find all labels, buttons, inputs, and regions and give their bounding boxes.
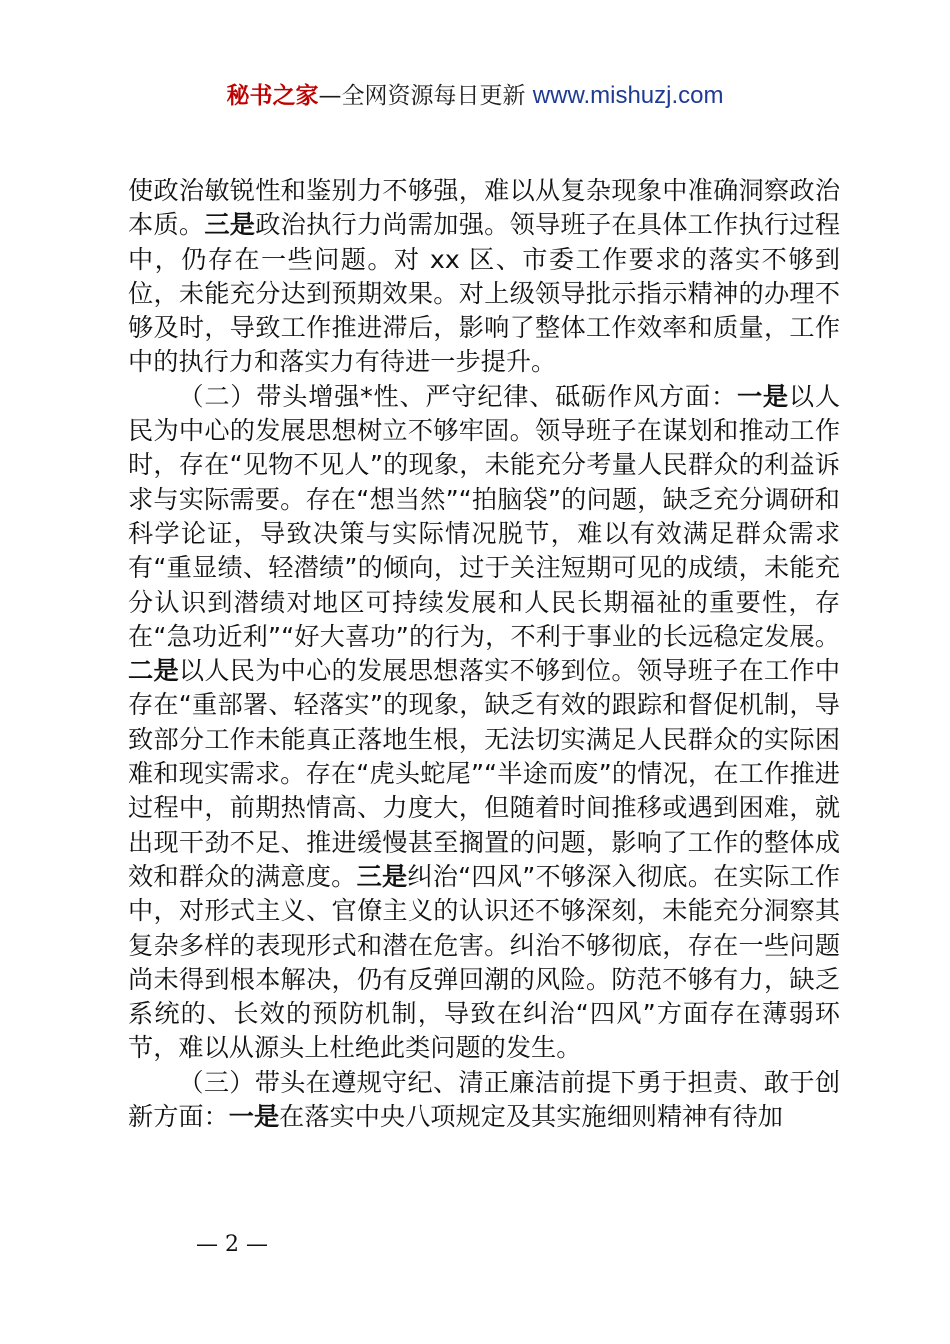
section-heading: （二）带头增强*性、严守纪律、砥砺作风方面： <box>178 381 737 411</box>
bold-lead: 三是 <box>204 210 256 240</box>
bold-lead: 二是 <box>128 656 179 686</box>
text-segment: 纠治“四风”不够深入彻底。在实际工作中，对形式主义、官僚主义的认识还不够深刻，未能充分洞察其复杂多样的表现形式和潜在危害。纠治不够彻底，存在一些问题尚未得到根本解决，仍有反弹回潮的风险。防范不够有力，缺乏系统的、长效的预防机制，导致在纠治“四风”方面存在薄弱环节，难以从源头上杜绝此类问题的发生。 <box>128 861 840 1063</box>
bold-lead: 一是 <box>736 381 789 411</box>
document-body <box>128 174 840 1134</box>
site-brand: 秘书之家 <box>226 83 319 109</box>
site-url[interactable]: www.mishuzj.com <box>532 82 724 109</box>
text-segment: 使政治敏锐性和鉴别力不够强，难以从复杂现象中准确洞察政治本质。 <box>128 176 840 240</box>
bold-lead: 三是 <box>356 861 408 891</box>
paragraph <box>128 380 840 1066</box>
site-header <box>0 80 950 112</box>
text-segment: 以人民为中心的发展思想树立不够牢固。领导班子在谋划和推动工作时，存在“见物不见人”的现象，未能充分考量人民群众的利益诉求与实际需要。存在“想当然”“拍脑袋”的问题，缺乏充分调研和科学论证，导致决策与实际情况脱节，难以有效满足群众需求有“重显绩、轻潜绩”的倾向，过于关注短期可见的成绩，未能充分认识到潜绩对地区可持续发展和人民长期福祉的重要性，存在“急功近利”“好大喜功”的行为，不利于事业的长远稳定发展。 <box>128 381 841 651</box>
page-number: — 2 — <box>196 1232 268 1257</box>
site-tagline: —全网资源每日更新 <box>318 83 533 109</box>
text-segment: 在落实中央八项规定及其实施细则精神有待加 <box>279 1102 783 1132</box>
bold-lead: 一是 <box>228 1102 280 1132</box>
text-segment: 以人民为中心的发展思想落实不够到位。领导班子在工作中存在“重部署、轻落实”的现象，缺乏有效的跟踪和督促机制，导致部分工作未能真正落地生根，无法切实满足人民群众的实际困难和现实需求。存在“虎头蛇尾”“半途而废”的情况，在工作推进过程中，前期热情高、力度大，但随着时间推移或遇到困难，就出现干劲不足、推进缓慢甚至搁置的问题，影响了工作的整体成效和群众的满意度。 <box>128 656 840 891</box>
paragraph <box>128 1066 840 1135</box>
section-heading: （三）带头在遵规守纪、清正廉洁前提下勇于担责、敢于创新方面： <box>128 1067 840 1132</box>
paragraph <box>128 174 840 380</box>
text-segment: 政治执行力尚需加强。领导班子在具体工作执行过程中，仍存在一些问题。对 xx 区、市委工作要求的落实不够到位，未能充分达到预期效果。对上级领导批示指示精神的办理不够及时，导致工作推进滞后，影响了整体工作效率和质量，工作中的执行力和落实力有待进一步提升。 <box>128 210 840 377</box>
